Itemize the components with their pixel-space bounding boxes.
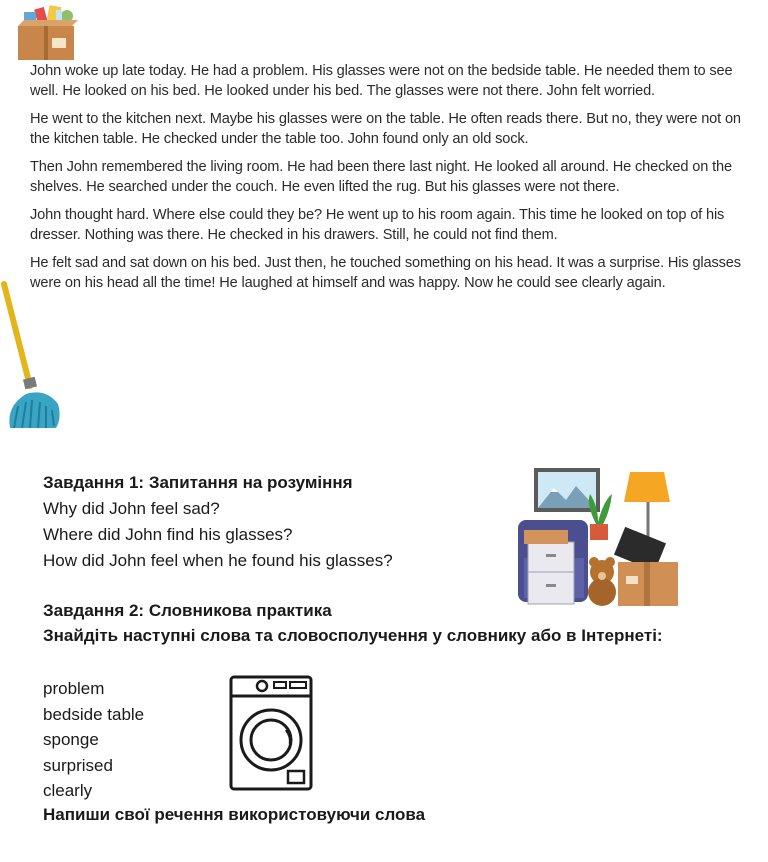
task2-instruction: Знайдіть наступні слова та словосполучення у словнику або в Інтернеті: [43,626,663,645]
vocab-word: problem [43,679,105,698]
task1-title: Завдання 1: Запитання на розуміння [43,473,353,492]
story-paragraph: He felt sad and sat down on his bed. Just then, he touched something on his head. It was a surprise. His glasses were on his head all the time! He laughed at himself and was happy. Now he could see clearly again. [30,255,741,291]
mop-icon [0,280,64,432]
story-paragraph: John thought hard. Where else could they be? He went up to his room again. This time he looked on top of his dresser. Nothing was there. He checked in his drawers. Still, he could not find them. [30,207,725,243]
question-3: How did John feel when he found his glasses? [43,551,393,570]
story-paragraph: Then John remembered the living room. He had been there last night. He looked all around. He checked on the shelves. He searched under the couch. He even lifted the rug. But his glasses were not there. [30,159,732,195]
washing-machine-icon [228,674,314,792]
question-2: Where did John find his glasses? [43,525,293,544]
furniture-clutter-illustration [514,464,684,610]
vocab-word: sponge [43,730,99,749]
story-text [30,62,748,302]
task2-title: Завдання 2: Словникова практика [43,601,332,620]
vocab-word: clearly [43,781,93,800]
story-paragraph: John woke up late today. He had a problem. His glasses were not on the bedside table. He needed them to see well. He looked on his bed. He looked under his bed. The glasses were not there. John felt worried. [30,63,733,99]
question-1: Why did John feel sad? [43,499,220,518]
story-paragraph: He went to the kitchen next. Maybe his glasses were on the table. He often reads there. But no, they were not on the kitchen table. He checked under the table too. John found only an old sock. [30,111,741,147]
task2-footer: Напиши свої речення використовуючи слова [43,805,426,824]
vocab-word: bedside table [43,705,145,724]
vocab-word: surprised [43,756,113,775]
moving-box-icon [14,4,84,62]
